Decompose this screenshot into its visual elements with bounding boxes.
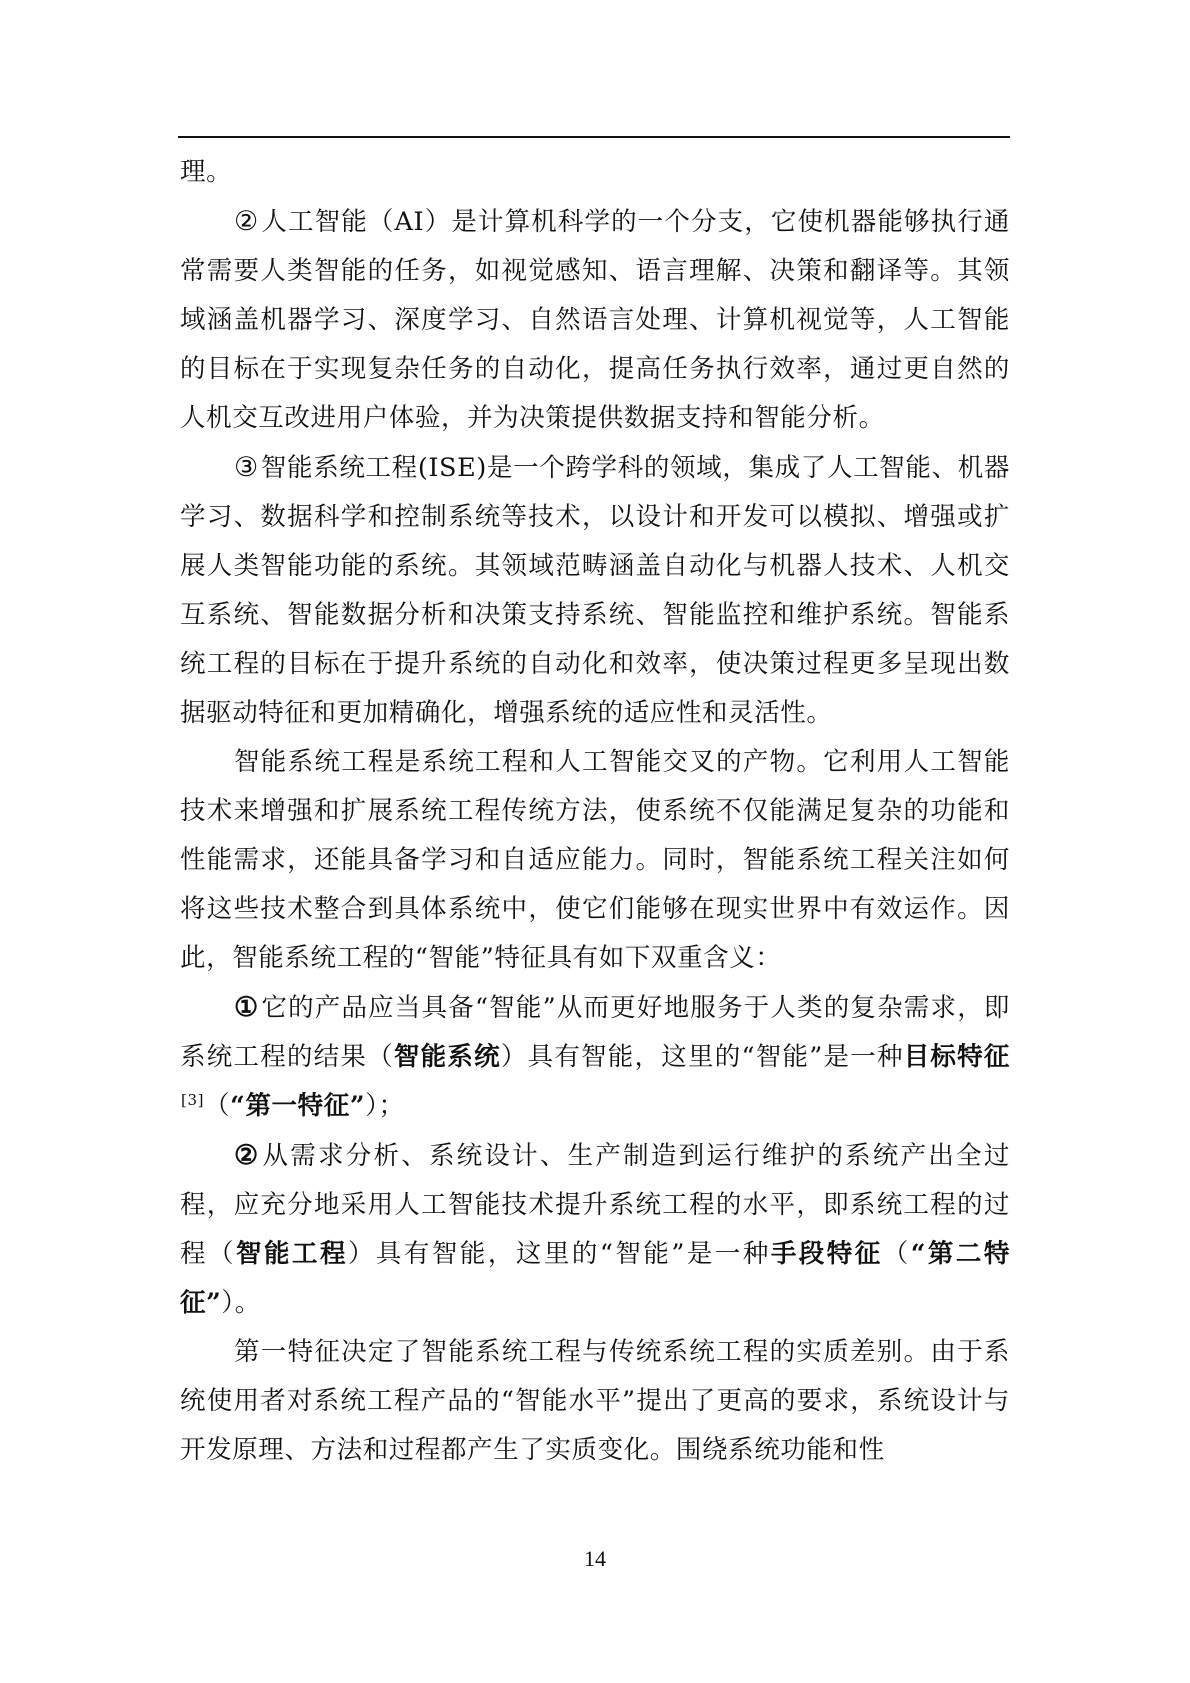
paragraph-intersection [180,738,1010,983]
circled-number-2: ② [234,206,260,237]
paragraph-ai-definition [180,197,1010,443]
paragraph-difference [180,1328,1010,1475]
citation-reference: [3] [181,1090,205,1109]
circled-number-2: ② [234,1140,261,1171]
bold-term-means-feature: 手段特征 [770,1239,883,1269]
paragraph-text: ）； [365,1091,405,1121]
paragraph-text: ）具有智能，这里的“智能”是一种 [500,1042,904,1072]
paragraph-text: 理。 [180,157,233,187]
paragraph-text: 人工智能（AI）是计算机科学的一个分支，它使机器能够执行通常需要人类智能的任务，如视觉感知、语言理解、决策和翻译等。其领域涵盖机器学习、深度学习、自然语言处理、计算机视觉等，人工智能的目标在于实现复杂任务的自动化，提高任务执行效率，通过更自然的人机交互改进用户体验，并为决策提供数据支持和智能分析。 [180,207,1011,433]
circled-number-1: ① [234,992,260,1023]
bold-term-intelligent-system: 智能系统 [393,1042,501,1072]
bold-term-goal-feature: 目标特征 [903,1042,1010,1072]
paragraph-text: ）具有智能，这里的“智能”是一种 [347,1239,771,1269]
paragraph-continuation [180,148,1010,197]
paragraph-text: 第一特征决定了智能系统工程与传统系统工程的实质差别。由于系统使用者对系统工程产品的“智能水平”提出了更高的要求，系统设计与开发原理、方法和过程都产生了实质变化。围绕系统功能和性 [180,1337,1010,1465]
header-rule [178,136,1010,138]
paragraph-text: 智能系统工程(ISE)是一个跨学科的领域，集成了人工智能、机器学习、数据科学和控制系统等技术，以设计和开发可以模拟、增强或扩展人类智能功能的系统。其领域范畴涵盖自动化与机器人技术、人机交互系统、智能数据分析和决策支持系统、智能监控和维护系统。智能系统工程的目标在于提升系统的自动化和效率，使决策过程更多呈现出数据驱动特征和更加精确化，增强系统的适应性和灵活性。 [180,453,1011,728]
paragraph-text: （ [882,1239,911,1269]
paragraph-text: ）。 [221,1288,261,1318]
circled-number-3: ③ [234,452,259,483]
bold-term-intelligent-engineering: 智能工程 [235,1239,348,1269]
paragraph-first-feature [180,983,1010,1131]
bold-term-second-feature: “第二特征” [180,1239,1010,1318]
page-number: 14 [584,1546,606,1571]
paragraph-ise-definition [180,443,1010,738]
bold-term-first-feature: “第一特征” [230,1091,366,1121]
paragraph-text: 智能系统工程是系统工程和人工智能交叉的产物。它利用人工智能技术来增强和扩展系统工程传统方法，使系统不仅能满足复杂的功能和性能需求，还能具备学习和自适应能力。同时，智能系统工程关注如何将这些技术整合到具体系统中，使它们能够在现实世界中有效运作。因此，智能系统工程的“智能”特征具有如下双重含义： [180,747,1010,973]
paragraph-text: （ [204,1091,231,1121]
paragraph-text: 它的产品应当具备“智能”从而更好地服务于人类的复杂需求，即系统工程的结果（ [180,993,1010,1072]
page-body [180,148,1010,1475]
paragraph-text: 从需求分析、系统设计、生产制造到运行维护的系统产出全过程，应充分地采用人工智能技术提升系统工程的水平，即系统工程的过程（ [180,1141,1010,1269]
paragraph-second-feature [180,1131,1010,1328]
